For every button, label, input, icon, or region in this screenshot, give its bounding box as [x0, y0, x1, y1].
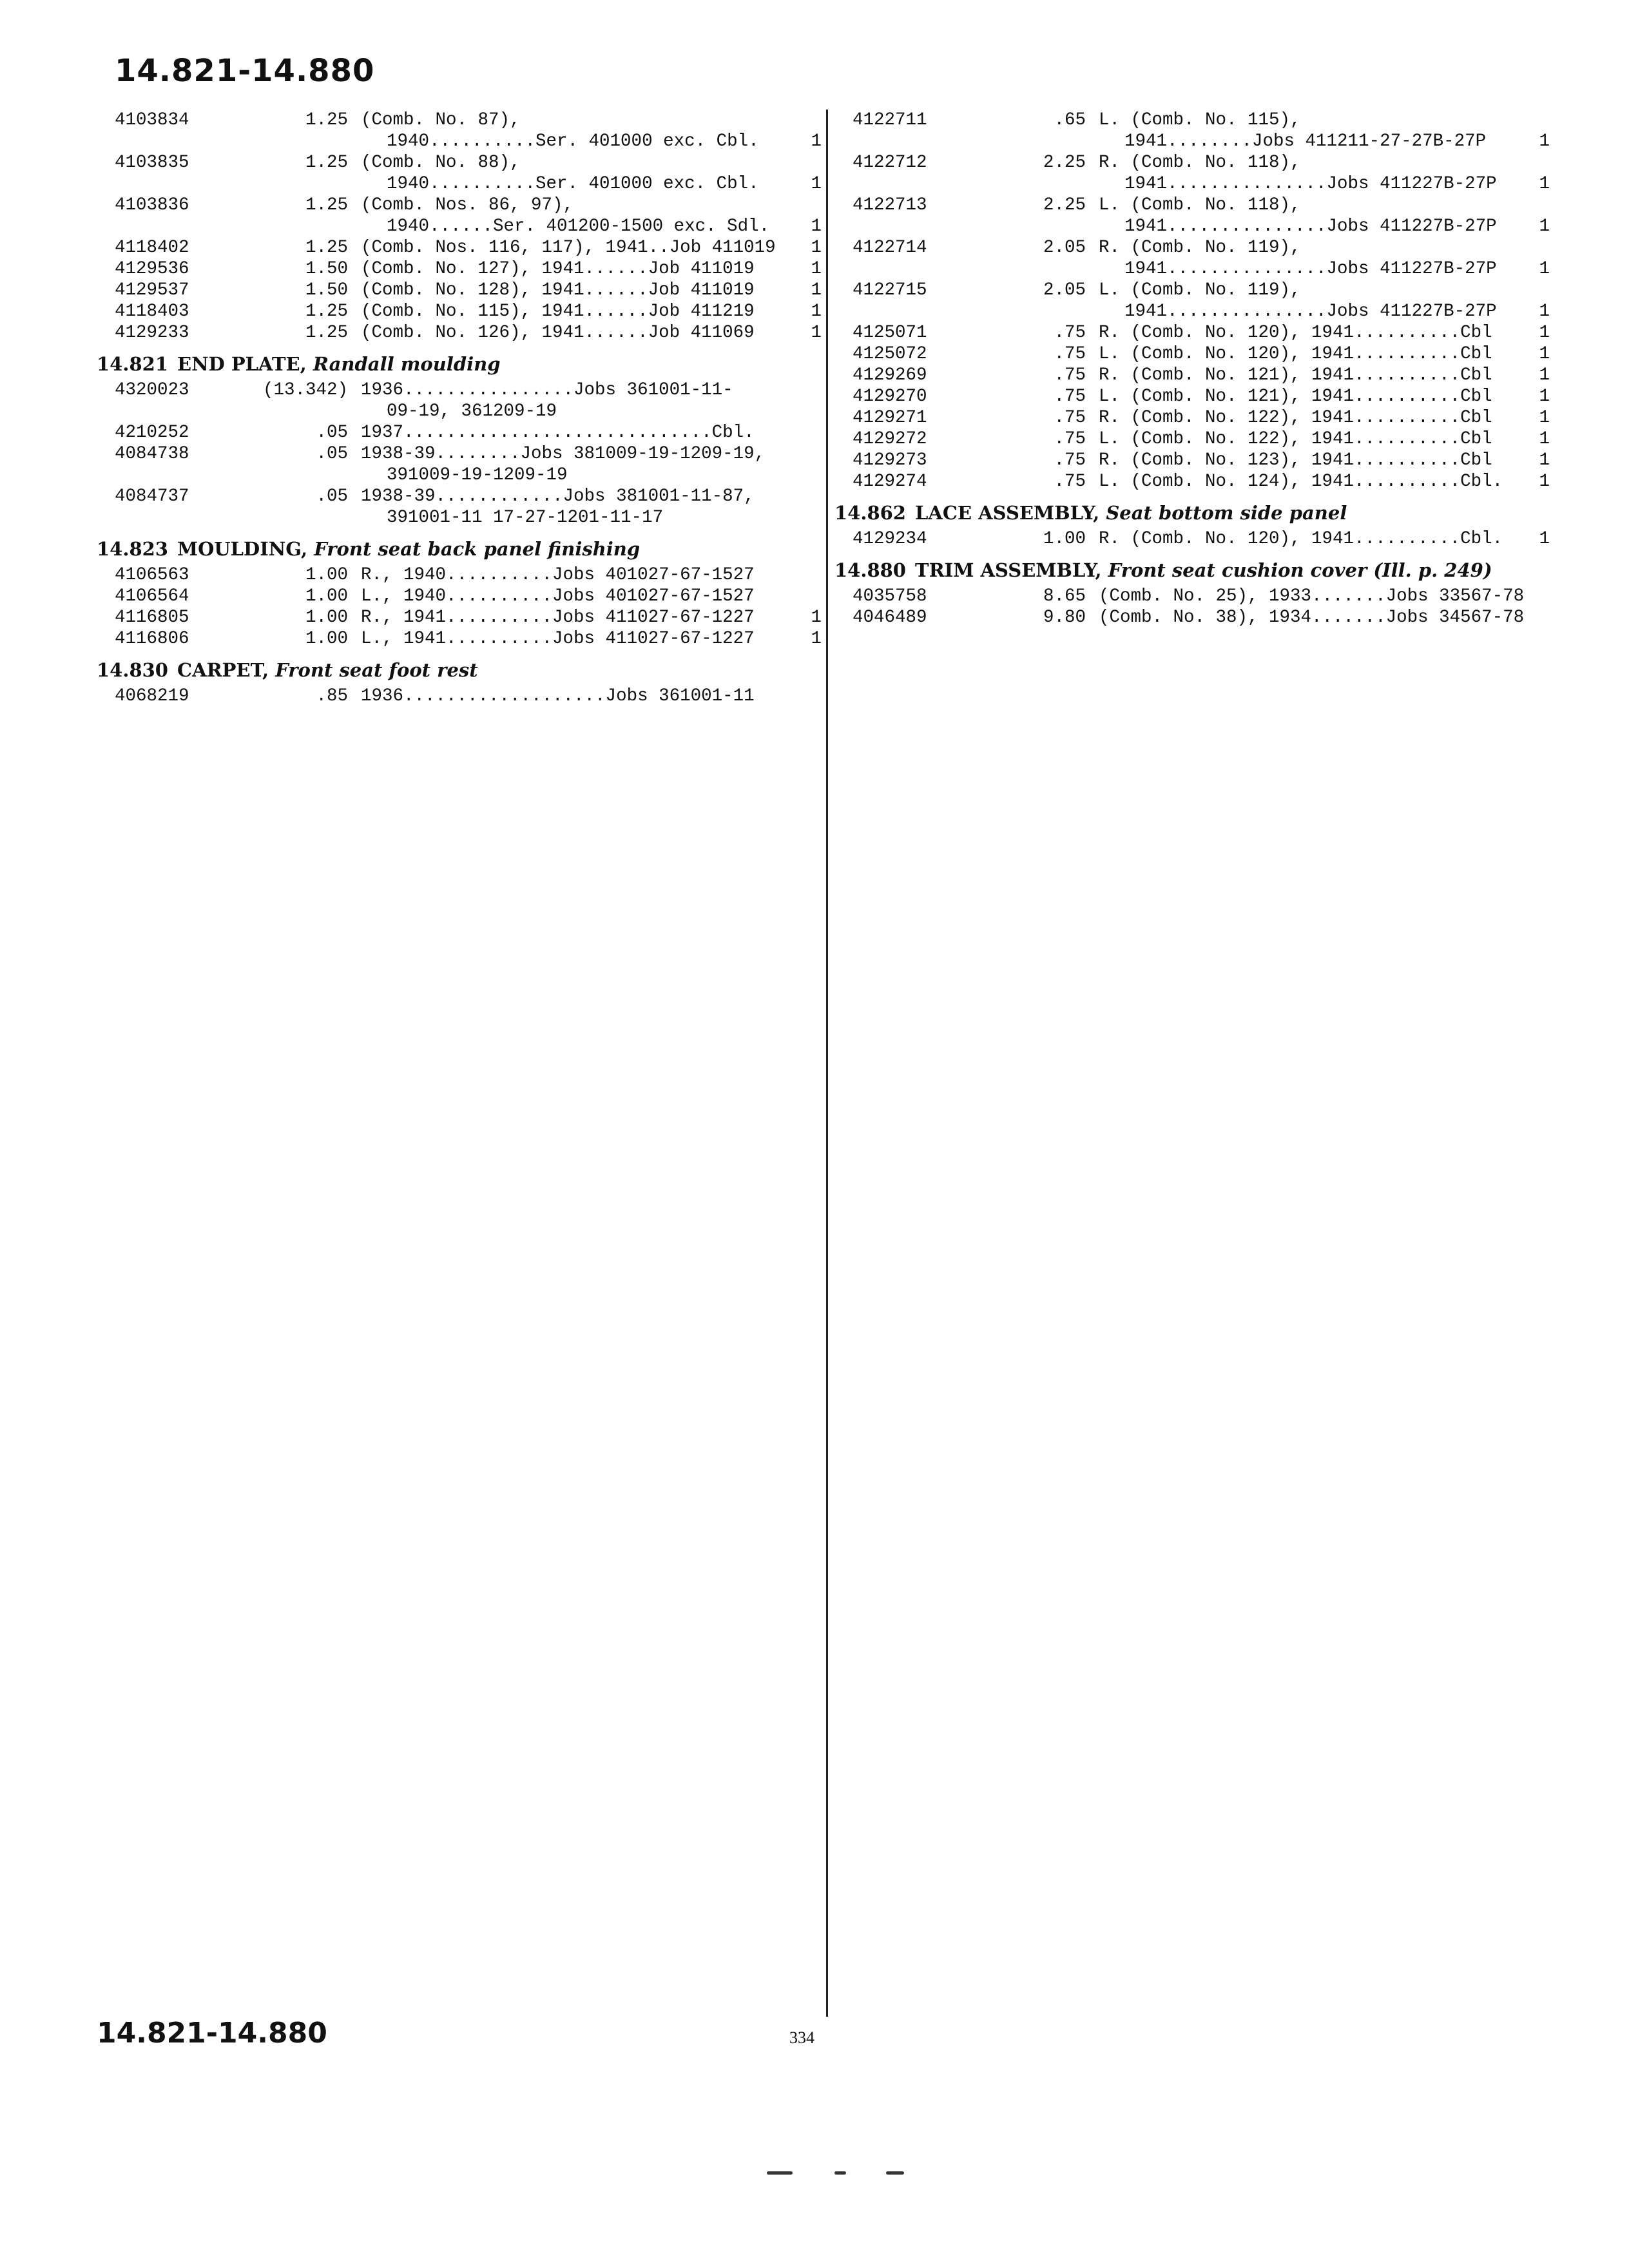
part-number: 4129273	[853, 450, 927, 470]
part-description: 1937.............................Cbl.	[361, 423, 755, 443]
part-row	[97, 607, 822, 628]
part-row	[834, 386, 1550, 407]
part-number: 4125072	[853, 344, 927, 364]
part-description: L. (Comb. No. 122), 1941..........Cbl	[1099, 429, 1492, 449]
part-quantity: 1	[811, 629, 822, 649]
section-description: Front seat foot rest	[275, 659, 478, 681]
part-row	[834, 528, 1550, 550]
part-description: (Comb. No. 38), 1934.......Jobs 34567-78	[1099, 608, 1525, 628]
part-number: 4084737	[115, 486, 189, 506]
part-number: 4103834	[115, 110, 189, 130]
part-description: (Comb. No. 115), 1941......Job 411219	[361, 302, 755, 322]
part-row	[834, 607, 1550, 628]
part-price: .75	[1054, 450, 1086, 470]
part-quantity: 1	[1539, 529, 1550, 549]
part-number: 4106563	[115, 565, 189, 585]
part-price: 1.25	[305, 302, 348, 322]
part-description: (Comb. Nos. 116, 117), 1941..Job 411019	[361, 238, 776, 258]
section-title: TRIM ASSEMBLY,	[915, 559, 1108, 581]
part-number: 4129270	[853, 387, 927, 407]
part-number: 4129269	[853, 365, 927, 385]
part-price: .75	[1054, 472, 1086, 492]
section-title: CARPET,	[177, 659, 276, 681]
part-row	[834, 195, 1550, 237]
part-quantity: 1	[811, 608, 822, 628]
part-row	[97, 422, 822, 443]
part-row	[97, 301, 822, 322]
part-row	[97, 443, 822, 486]
section-heading	[97, 352, 822, 376]
part-row	[97, 258, 822, 280]
part-number: 4320023	[115, 380, 189, 400]
part-price: .85	[316, 686, 348, 706]
part-description: L. (Comb. No. 115),	[1099, 110, 1301, 130]
part-description: (Comb. No. 88),	[361, 153, 521, 173]
part-row	[834, 407, 1550, 428]
part-row	[97, 564, 822, 586]
part-number: 4129272	[853, 429, 927, 449]
part-description: R. (Comb. No. 123), 1941..........Cbl	[1099, 450, 1492, 470]
part-description: R. (Comb. No. 119),	[1099, 238, 1301, 258]
part-price: 2.25	[1043, 153, 1086, 173]
part-price: 1.00	[305, 608, 348, 628]
part-description-cont: 1940..........Ser. 401000 exc. Cbl.	[387, 174, 759, 194]
part-quantity: 1	[1539, 429, 1550, 449]
part-number: 4118402	[115, 238, 189, 258]
part-price: 1.50	[305, 259, 348, 279]
part-row	[834, 237, 1550, 280]
part-row	[97, 322, 822, 343]
part-number: 4129274	[853, 472, 927, 492]
section-number: 14.821	[97, 353, 168, 375]
part-price: 1.00	[305, 629, 348, 649]
part-row	[97, 110, 822, 152]
part-description-cont: 1941...............Jobs 411227B-27P	[1124, 216, 1497, 236]
part-description: 1936................Jobs 361001-11-	[361, 380, 733, 400]
part-row	[97, 586, 822, 607]
part-price: 2.05	[1043, 280, 1086, 300]
part-description-cont: 1940......Ser. 401200-1500 exc. Sdl.	[387, 216, 770, 236]
part-description: (Comb. No. 128), 1941......Job 411019	[361, 280, 755, 300]
part-number: 4106564	[115, 586, 189, 606]
part-description-cont: 391001-11 17-27-1201-11-17	[387, 508, 664, 528]
part-description: L. (Comb. No. 124), 1941..........Cbl.	[1099, 472, 1503, 492]
part-row	[97, 152, 822, 195]
part-price: 2.05	[1043, 238, 1086, 258]
section-title: LACE ASSEMBLY,	[915, 502, 1106, 524]
part-quantity: 1	[1539, 131, 1550, 151]
part-row	[834, 586, 1550, 607]
part-description: (Comb. No. 25), 1933.......Jobs 33567-78	[1099, 586, 1525, 606]
part-description: (Comb. No. 126), 1941......Job 411069	[361, 323, 755, 343]
part-number: 4129271	[853, 408, 927, 428]
part-quantity: 1	[1539, 344, 1550, 364]
part-price: .75	[1054, 344, 1086, 364]
part-description: (Comb. No. 127), 1941......Job 411019	[361, 259, 755, 279]
page-header: 14.821-14.880	[115, 53, 375, 89]
part-price: 1.25	[305, 195, 348, 215]
part-quantity: 1	[811, 216, 822, 236]
part-description: R. (Comb. No. 118),	[1099, 153, 1301, 173]
column-divider	[826, 110, 828, 2017]
part-number: 4116805	[115, 608, 189, 628]
page-number: 334	[789, 2028, 815, 2047]
part-price: 1.00	[305, 586, 348, 606]
part-row	[97, 486, 822, 528]
part-description: R., 1941..........Jobs 411027-67-1227	[361, 608, 755, 628]
part-description: L. (Comb. No. 119),	[1099, 280, 1301, 300]
section-heading	[97, 537, 822, 561]
scan-mark	[834, 2171, 846, 2175]
part-price: 1.25	[305, 238, 348, 258]
part-description: (Comb. No. 87),	[361, 110, 521, 130]
part-quantity: 1	[1539, 387, 1550, 407]
part-description-cont: 1941...............Jobs 411227B-27P	[1124, 259, 1497, 279]
part-number: 4118403	[115, 302, 189, 322]
part-quantity: 1	[1539, 472, 1550, 492]
part-description: R. (Comb. No. 122), 1941..........Cbl	[1099, 408, 1492, 428]
part-price: 1.00	[1043, 529, 1086, 549]
part-number: 4129536	[115, 259, 189, 279]
part-description: L. (Comb. No. 120), 1941..........Cbl	[1099, 344, 1492, 364]
part-description: R. (Comb. No. 120), 1941..........Cbl.	[1099, 529, 1503, 549]
part-number: 4122714	[853, 238, 927, 258]
right-column	[834, 110, 1550, 628]
part-number: 4046489	[853, 608, 927, 628]
part-number: 4103835	[115, 153, 189, 173]
part-quantity: 1	[1539, 450, 1550, 470]
part-description-cont: 1941...............Jobs 411227B-27P	[1124, 302, 1497, 322]
part-number: 4125071	[853, 323, 927, 343]
scan-mark	[886, 2171, 904, 2175]
section-number: 14.823	[97, 538, 168, 560]
part-quantity: 1	[1539, 408, 1550, 428]
part-row	[97, 380, 822, 422]
part-price: .75	[1054, 323, 1086, 343]
part-row	[97, 237, 822, 258]
page-footer: 14.821-14.880	[97, 2017, 327, 2050]
part-description-cont: 1941........Jobs 411211-27-27B-27P	[1124, 131, 1487, 151]
part-number: 4103836	[115, 195, 189, 215]
part-quantity: 1	[1539, 302, 1550, 322]
part-number: 4068219	[115, 686, 189, 706]
part-description: R., 1940..........Jobs 401027-67-1527	[361, 565, 755, 585]
part-number: 4035758	[853, 586, 927, 606]
part-description: L., 1941..........Jobs 411027-67-1227	[361, 629, 755, 649]
part-row	[97, 280, 822, 301]
part-row	[834, 343, 1550, 365]
section-heading	[834, 559, 1550, 582]
section-number: 14.880	[834, 559, 906, 581]
part-row	[97, 195, 822, 237]
part-number: 4122715	[853, 280, 927, 300]
part-row	[834, 428, 1550, 450]
part-description-cont: 1941...............Jobs 411227B-27P	[1124, 174, 1497, 194]
part-description-cont: 391009-19-1209-19	[387, 465, 568, 485]
scan-mark	[767, 2171, 793, 2175]
part-description: 1938-39............Jobs 381001-11-87,	[361, 486, 755, 506]
part-price: .05	[316, 423, 348, 443]
part-quantity: 1	[1539, 216, 1550, 236]
part-number: 4116806	[115, 629, 189, 649]
part-number: 4122712	[853, 153, 927, 173]
part-price: .75	[1054, 387, 1086, 407]
part-number: 4122711	[853, 110, 927, 130]
section-number: 14.830	[97, 659, 168, 681]
section-number: 14.862	[834, 502, 906, 524]
part-row	[97, 686, 822, 707]
part-price: 1.25	[305, 153, 348, 173]
part-description: R. (Comb. No. 120), 1941..........Cbl	[1099, 323, 1492, 343]
part-quantity: 1	[811, 131, 822, 151]
part-quantity: 1	[811, 259, 822, 279]
part-price: 9.80	[1043, 608, 1086, 628]
part-quantity: 1	[811, 238, 822, 258]
part-quantity: 1	[1539, 365, 1550, 385]
part-row	[834, 450, 1550, 471]
part-price: .75	[1054, 429, 1086, 449]
part-description: L., 1940..........Jobs 401027-67-1527	[361, 586, 755, 606]
section-description: Seat bottom side panel	[1106, 502, 1347, 524]
part-quantity: 1	[811, 174, 822, 194]
part-description: 1936...................Jobs 361001-11	[361, 686, 755, 706]
section-title: END PLATE,	[177, 353, 313, 375]
part-description-cont: 09-19, 361209-19	[387, 401, 557, 421]
part-row	[834, 110, 1550, 152]
part-price: 8.65	[1043, 586, 1086, 606]
part-description-cont: 1940..........Ser. 401000 exc. Cbl.	[387, 131, 759, 151]
part-quantity: 1	[1539, 323, 1550, 343]
part-price: 2.25	[1043, 195, 1086, 215]
part-price: 1.25	[305, 110, 348, 130]
section-description: Randall moulding	[313, 353, 501, 375]
part-quantity: 1	[811, 302, 822, 322]
part-price: (13.342)	[262, 380, 348, 400]
part-row	[834, 322, 1550, 343]
part-quantity: 1	[1539, 259, 1550, 279]
part-row	[834, 152, 1550, 195]
part-price: 1.50	[305, 280, 348, 300]
part-number: 4122713	[853, 195, 927, 215]
part-price: 1.00	[305, 565, 348, 585]
left-column	[97, 110, 822, 707]
part-quantity: 1	[1539, 174, 1550, 194]
part-quantity: 1	[811, 280, 822, 300]
part-row	[97, 628, 822, 649]
part-number: 4084738	[115, 444, 189, 464]
part-description: (Comb. Nos. 86, 97),	[361, 195, 574, 215]
part-number: 4210252	[115, 423, 189, 443]
part-number: 4129233	[115, 323, 189, 343]
part-price: .75	[1054, 365, 1086, 385]
part-number: 4129537	[115, 280, 189, 300]
part-quantity: 1	[811, 323, 822, 343]
part-price: .75	[1054, 408, 1086, 428]
section-description: Front seat cushion cover (Ill. p. 249)	[1108, 559, 1492, 581]
part-price: .65	[1054, 110, 1086, 130]
part-description: R. (Comb. No. 121), 1941..........Cbl	[1099, 365, 1492, 385]
part-price: .05	[316, 444, 348, 464]
section-title: MOULDING,	[177, 538, 314, 560]
section-heading	[97, 658, 822, 682]
section-heading	[834, 501, 1550, 524]
part-row	[834, 280, 1550, 322]
part-description: L. (Comb. No. 118),	[1099, 195, 1301, 215]
section-description: Front seat back panel finishing	[314, 538, 641, 560]
part-description: 1938-39........Jobs 381009-19-1209-19,	[361, 444, 766, 464]
part-row	[834, 365, 1550, 386]
part-description: L. (Comb. No. 121), 1941..........Cbl	[1099, 387, 1492, 407]
part-price: .05	[316, 486, 348, 506]
part-row	[834, 471, 1550, 492]
part-number: 4129234	[853, 529, 927, 549]
part-price: 1.25	[305, 323, 348, 343]
